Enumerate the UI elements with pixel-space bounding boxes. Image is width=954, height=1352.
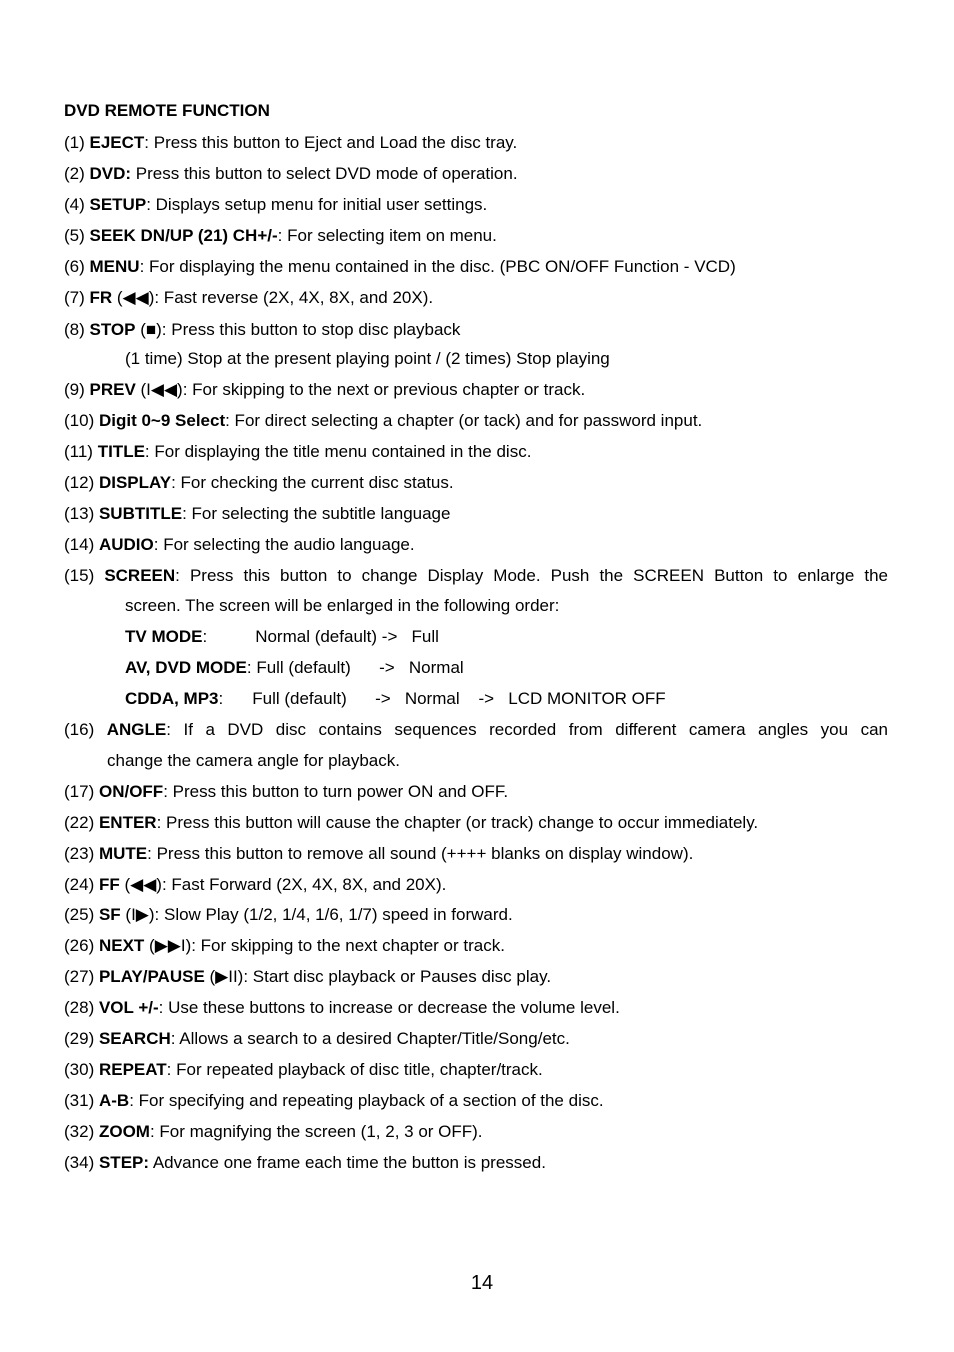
- list-item: (2) DVD: Press this button to select DVD mode of operation.: [64, 164, 518, 183]
- page-number: 14: [470, 1272, 494, 1294]
- list-item: (16) ANGLE: If a DVD disc contains sequences recorded from different camera angles you can: [64, 720, 888, 739]
- list-item: (23) MUTE: Press this button to remove all sound (++++ blanks on display window).: [64, 844, 694, 863]
- list-item-continuation: change the camera angle for playback.: [107, 751, 400, 770]
- screen-mode-row: TV MODE: Normal (default) -> Full: [125, 627, 439, 646]
- list-item: (5) SEEK DN/UP (21) CH+/-: For selecting item on menu.: [64, 226, 497, 245]
- list-item: (12) DISPLAY: For checking the current disc status.: [64, 473, 454, 492]
- list-item: (11) TITLE: For displaying the title menu contained in the disc.: [64, 442, 532, 461]
- list-item: (17) ON/OFF: Press this button to turn power ON and OFF.: [64, 782, 509, 801]
- list-item: (22) ENTER: Press this button will cause the chapter (or track) change to occur immediately.: [64, 813, 759, 832]
- screen-mode-row: AV, DVD MODE: Full (default) -> Normal: [125, 658, 464, 677]
- list-item: (26) NEXT (▶▶I): For skipping to the next chapter or track.: [64, 936, 505, 955]
- list-item: (7) FR (◀◀): Fast reverse (2X, 4X, 8X, and 20X).: [64, 288, 434, 307]
- list-item-continuation: (1 time) Stop at the present playing point / (2 times) Stop playing: [125, 349, 610, 368]
- list-item: (30) REPEAT: For repeated playback of disc title, chapter/track.: [64, 1060, 543, 1079]
- list-item: (14) AUDIO: For selecting the audio language.: [64, 535, 415, 554]
- list-item: (34) STEP: Advance one frame each time the button is pressed.: [64, 1153, 546, 1172]
- list-item: (32) ZOOM: For magnifying the screen (1, 2, 3 or OFF).: [64, 1122, 483, 1141]
- list-item: (28) VOL +/-: Use these buttons to increase or decrease the volume level.: [64, 998, 620, 1017]
- screen-mode-row: CDDA, MP3: Full (default) -> Normal -> LCD MONITOR OFF: [125, 689, 666, 708]
- list-item: (13) SUBTITLE: For selecting the subtitle language: [64, 504, 451, 523]
- list-item: (31) A-B: For specifying and repeating playback of a section of the disc.: [64, 1091, 604, 1110]
- section-heading: DVD REMOTE FUNCTION: [64, 101, 270, 120]
- list-item: (1) EJECT: Press this button to Eject and Load the disc tray.: [64, 133, 518, 152]
- list-item: (10) Digit 0~9 Select: For direct selecting a chapter (or tack) and for password input.: [64, 411, 703, 430]
- list-item: (27) PLAY/PAUSE (▶II): Start disc playback or Pauses disc play.: [64, 967, 552, 986]
- list-item: (9) PREV (I◀◀): For skipping to the next or previous chapter or track.: [64, 380, 586, 399]
- list-item: (25) SF (I▶): Slow Play (1/2, 1/4, 1/6, 1/7) speed in forward.: [64, 905, 513, 924]
- list-item: (24) FF (◀◀): Fast Forward (2X, 4X, 8X, and 20X).: [64, 875, 447, 894]
- list-item: (4) SETUP: Displays setup menu for initial user settings.: [64, 195, 488, 214]
- list-item: (8) STOP (■): Press this button to stop disc playback: [64, 320, 461, 339]
- list-item-continuation: screen. The screen will be enlarged in the following order:: [125, 596, 560, 615]
- list-item: (15) SCREEN: Press this button to change Display Mode. Push the SCREEN Button to enlarge the: [64, 566, 888, 585]
- list-item: (29) SEARCH: Allows a search to a desired Chapter/Title/Song/etc.: [64, 1029, 570, 1048]
- list-item: (6) MENU: For displaying the menu contained in the disc. (PBC ON/OFF Function - VCD): [64, 257, 736, 276]
